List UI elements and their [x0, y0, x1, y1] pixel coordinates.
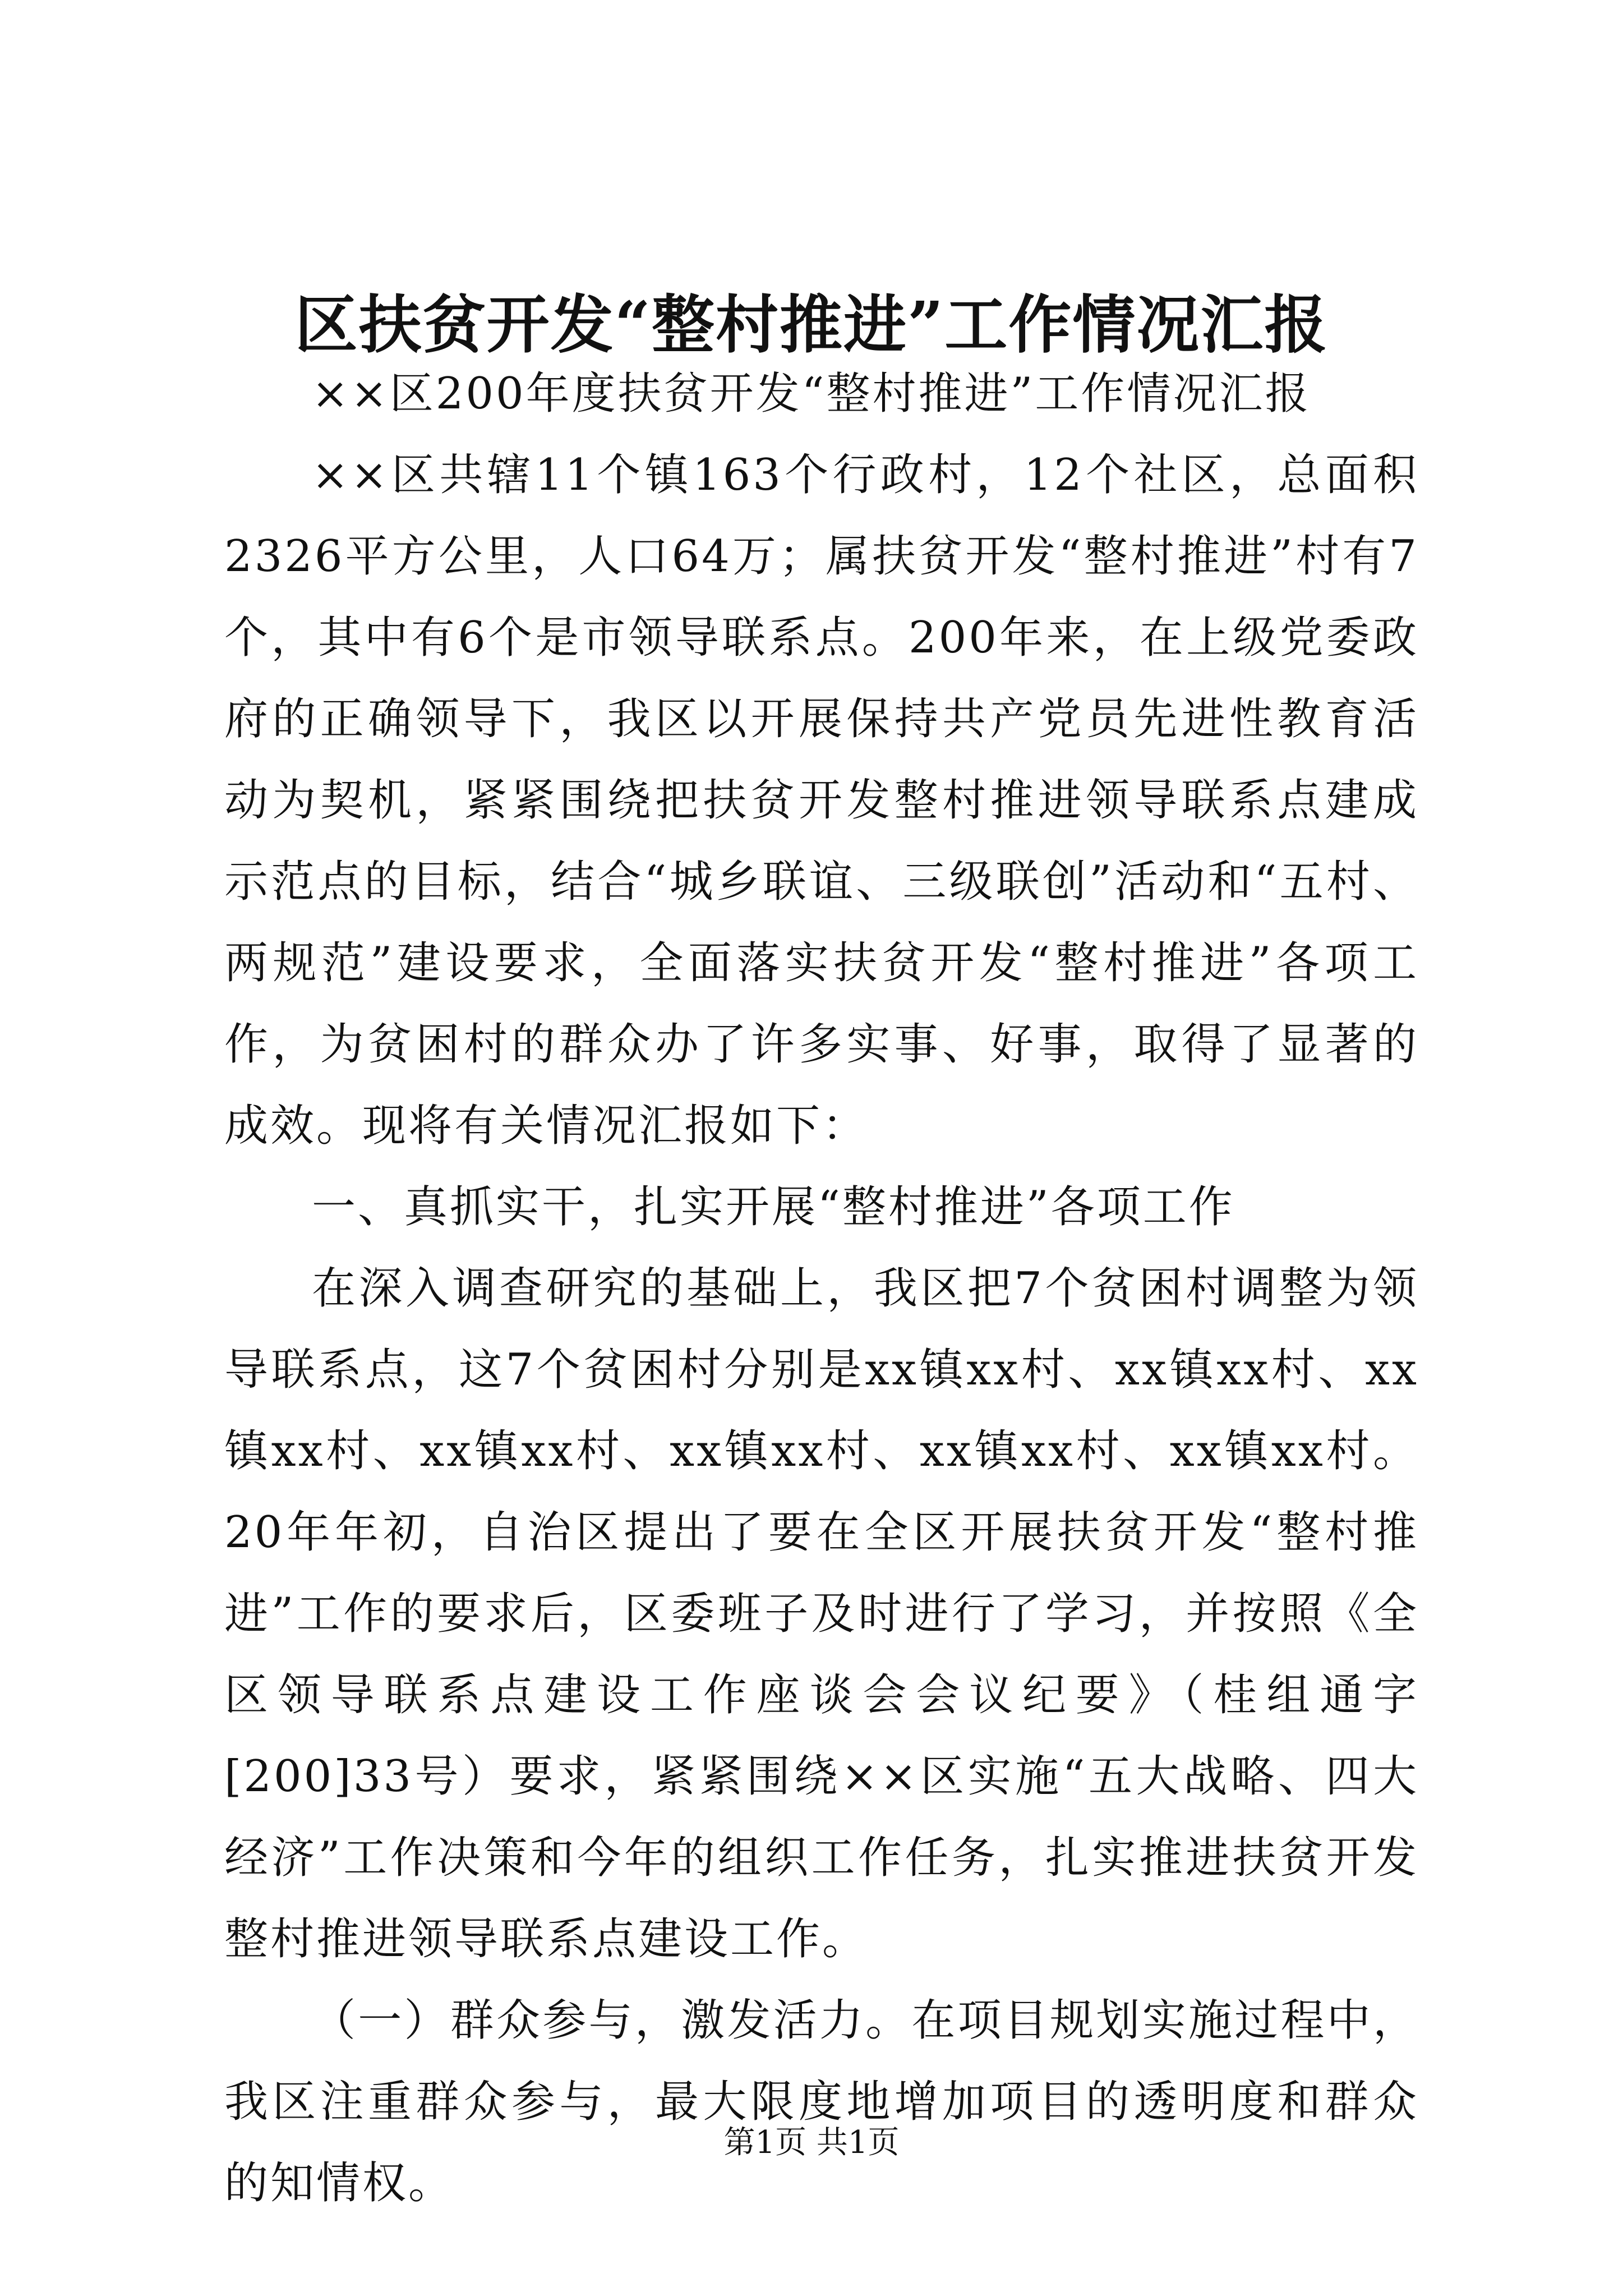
page-number-footer: 第1页 共1页	[723, 2124, 900, 2161]
document-body	[224, 353, 1419, 2224]
overview-paragraph: ××区共辖11个镇163个行政村，12个社区，总面积2326平方公里，人口64万；属扶贫开发“整村推进”村有7个，其中有6个是市领导联系点。200年来，在上级党委政府的正确领导下，我区以开展保持共产党员先进性教育活动为契机，紧紧围绕把扶贫开发整村推进领导联系点建成示范点的目标，结合“城乡联谊、三级联创”活动和“五村、两规范”建设要求，全面落实扶贫开发“整村推进”各项工作，为贫困村的群众办了许多实事、好事，取得了显著的成效。现将有关情况汇报如下：	[224, 450, 1419, 1151]
section-1-paragraph: 在深入调查研究的基础上，我区把7个贫困村调整为领导联系点，这7个贫困村分别是xx镇xx村、xx镇xx村、xx镇xx村、xx镇xx村、xx镇xx村、xx镇xx村、xx镇xx村。20年年初，自治区提出了要在全区开展扶贫开发“整村推进”工作的要求后，区委班子及时进行了学习，并按照《全区领导联系点建设工作座谈会会议纪要》（桂组通字[200]33号）要求，紧紧围绕××区实施“五大战略、四大经济”工作决策和今年的组织工作任务，扎实推进扶贫开发整村推进领导联系点建设工作。	[224, 1263, 1419, 1964]
subsection-1-paragraph: （一）群众参与，激发活力。在项目规划实施过程中，我区注重群众参与，最大限度地增加项目的透明度和群众的知情权。	[224, 1995, 1419, 2208]
document-title: 区扶贫开发“整村推进”工作情况汇报	[294, 288, 1329, 362]
section-heading-1: 一、真抓实干，扎实开展“整村推进”各项工作	[312, 1182, 1235, 1232]
subtitle-paragraph: ××区200年度扶贫开发“整村推进”工作情况汇报	[312, 369, 1311, 419]
